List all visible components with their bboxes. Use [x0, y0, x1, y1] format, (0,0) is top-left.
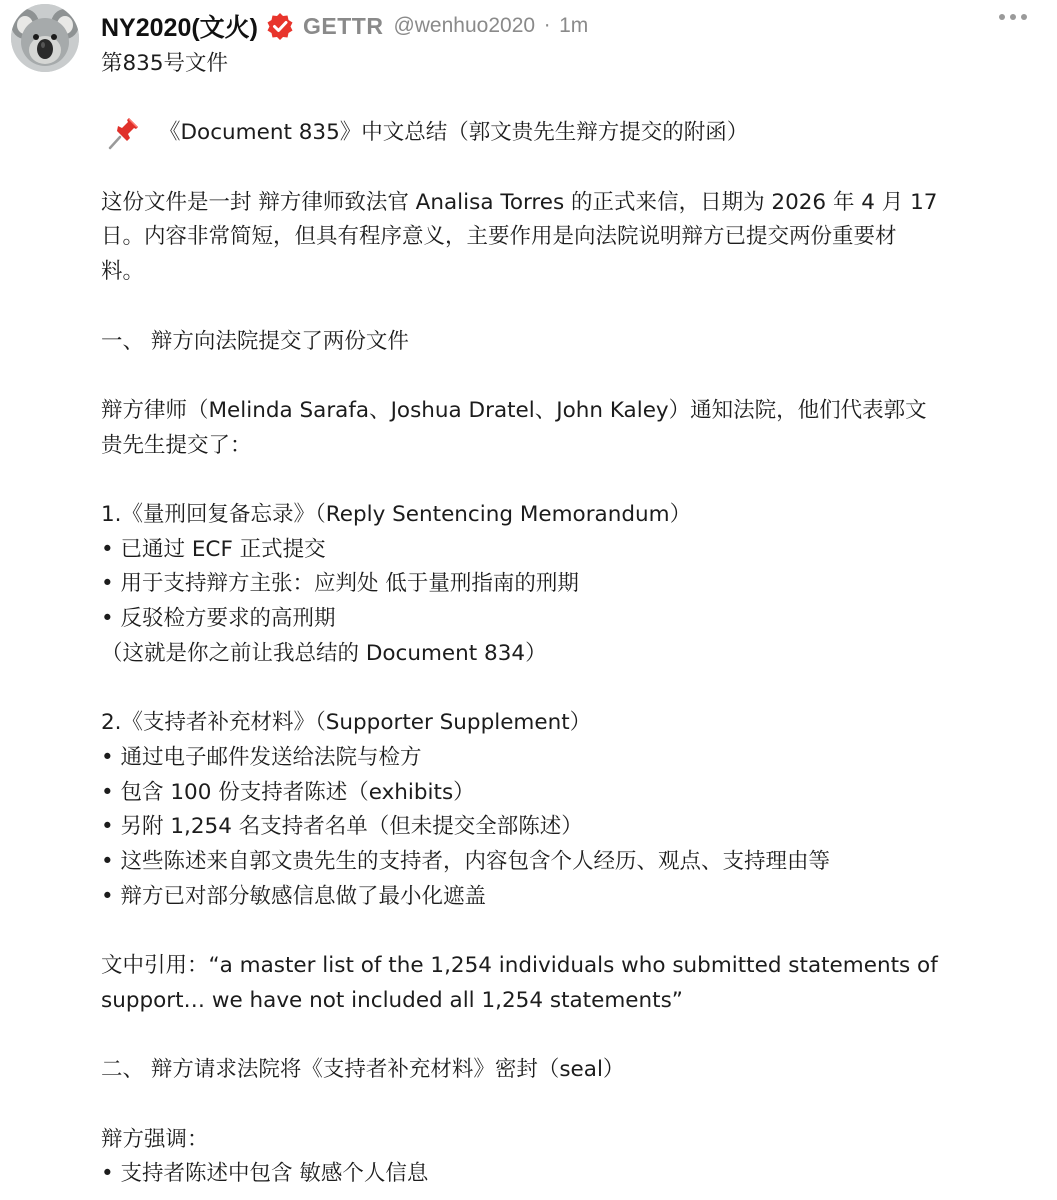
more-options-icon[interactable] [999, 14, 1027, 20]
list-heading: 1.《量刑回复备忘录》（Reply Sentencing Memorandum） [101, 502, 692, 528]
post-heading: 《Document 835》中文总结（郭文贵先生辩方提交的附函） [159, 120, 749, 146]
bullet-item: • 这些陈述来自郭文贵先生的支持者，内容包含个人经历、观点、支持理由等 [101, 849, 831, 875]
koala-avatar[interactable] [11, 4, 79, 72]
author-handle[interactable]: @wenhuo2020 [393, 14, 536, 37]
bullet-item: • 辩方已对部分敏感信息做了最小化遮盖 [101, 883, 487, 909]
blank-line [101, 463, 1001, 498]
blank-line [101, 82, 1001, 117]
blank-line [101, 914, 1001, 949]
section-heading: 一、 辩方向法院提交了两份文件 [101, 328, 409, 354]
post-body [101, 47, 1001, 1192]
bullet-item: • 另附 1,254 名支持者名单（但未提交全部陈述） [101, 814, 583, 840]
post-timestamp[interactable]: 1m [559, 14, 589, 37]
post-heading-row [101, 116, 1001, 151]
verified-badge-icon [266, 12, 294, 40]
body-line: 辩方强调： [101, 1126, 209, 1152]
body-line: 贵先生提交了： [101, 432, 252, 458]
body-line: 辩方律师（Melinda Sarafa、Joshua Dratel、John Kaley）通知法院，他们代表郭文 [101, 397, 927, 423]
post-title: 第835号文件 [101, 51, 229, 76]
bullet-item: • 用于支持辩方主张：应判处 低于量刑指南的刑期 [101, 571, 579, 597]
quote-line: 文中引用：“a master list of the 1,254 individuals who submitted statements of [101, 953, 938, 979]
blank-line [101, 359, 1001, 394]
blank-line [101, 1019, 1001, 1054]
separator-dot: · [544, 15, 551, 37]
body-line: 日。内容非常简短，但具有程序意义，主要作用是向法院说明辩方已提交两份重要材 [101, 224, 897, 250]
quote-line: support… we have not included all 1,254 statements” [101, 987, 683, 1013]
bullet-item: • 反驳检方要求的高刑期 [101, 606, 336, 632]
blank-line [101, 290, 1001, 325]
author-display-name[interactable]: NY2020(文火) [101, 14, 258, 42]
body-line: 料。 [101, 259, 145, 285]
section-heading: 二、 辩方请求法院将《支持者补充材料》密封（seal） [101, 1057, 625, 1083]
body-line: 这份文件是一封 辩方律师致法官 Analisa Torres 的正式来信，日期为 2026 年 4 月 17 [101, 189, 938, 215]
body-line: （这就是你之前让我总结的 Document 834） [101, 640, 547, 666]
post-header [101, 6, 588, 46]
platform-label: GETTR [303, 12, 384, 39]
blank-line [101, 151, 1001, 186]
pushpin-icon [105, 117, 141, 151]
blank-line [101, 672, 1001, 707]
bullet-item: • 已通过 ECF 正式提交 [101, 536, 326, 562]
bullet-item: • 支持者陈述中包含 敏感个人信息 [101, 1161, 429, 1187]
list-heading: 2.《支持者补充材料》（Supporter Supplement） [101, 710, 592, 736]
bullet-item: • 包含 100 份支持者陈述（exhibits） [101, 779, 475, 805]
blank-line [101, 1088, 1001, 1123]
bullet-item: • 通过电子邮件发送给法院与检方 [101, 744, 422, 770]
